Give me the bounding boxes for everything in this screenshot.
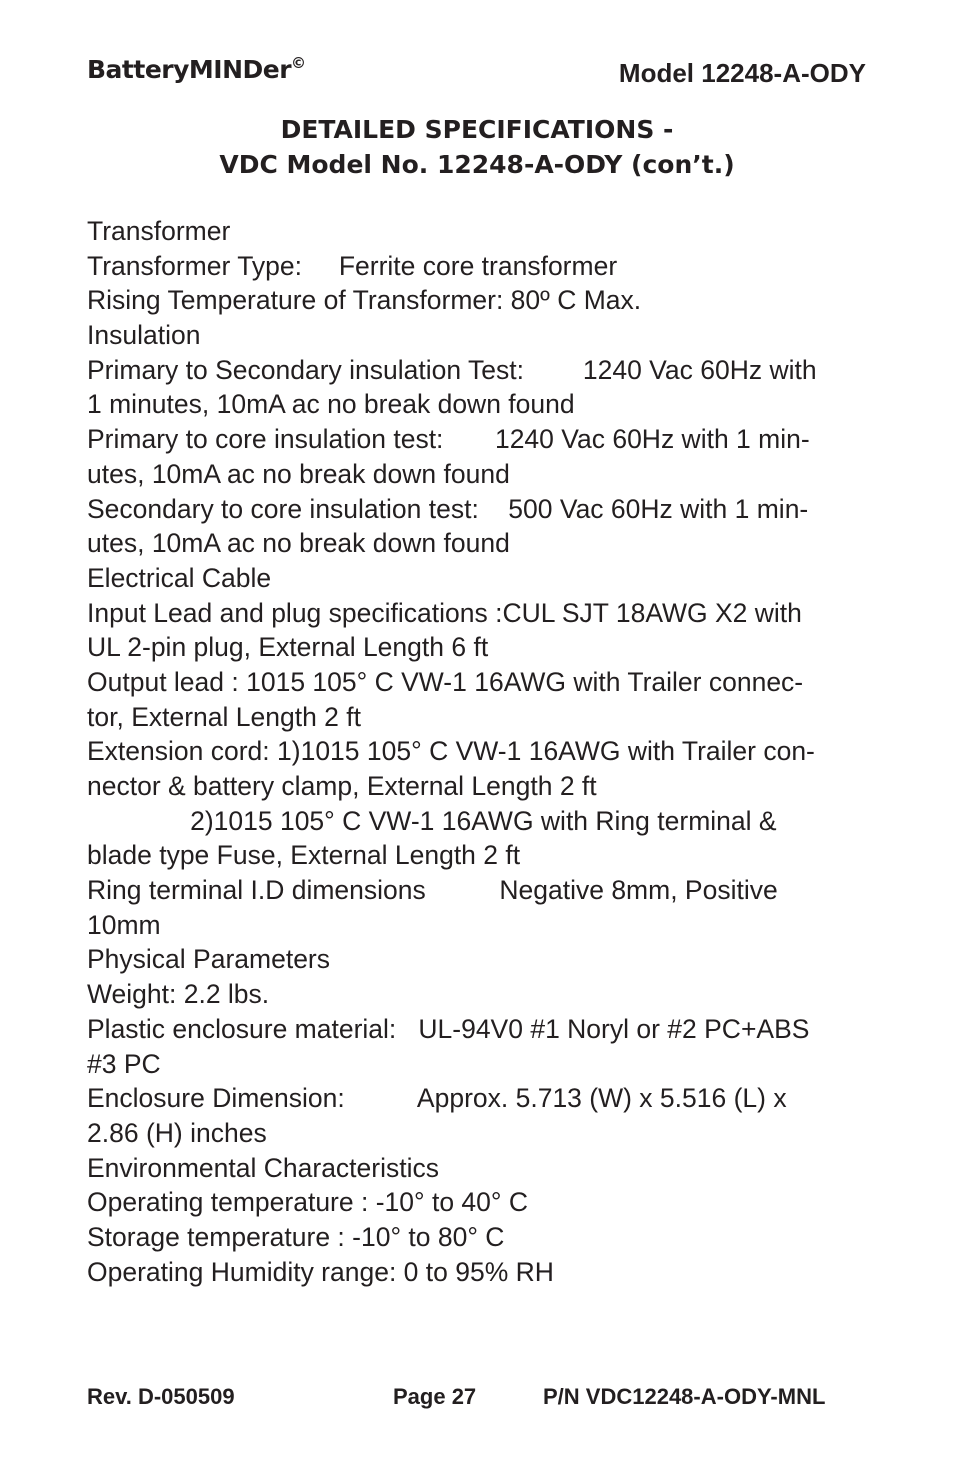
spec-line: Output lead : 1015 105° C VW-1 16AWG with Trailer connec-	[87, 666, 804, 697]
spec-line: Operating Humidity range: 0 to 95% RH	[87, 1256, 554, 1287]
spec-line: 10mm	[87, 909, 161, 940]
spec-line: Ring terminal I.D dimensions Negative 8mm, Positive	[87, 875, 778, 906]
spec-line: #3 PC	[87, 1048, 161, 1079]
spec-line: 2.86 (H) inches	[87, 1117, 267, 1148]
spec-line: Input Lead and plug specifications :CUL SJT 18AWG X2 with	[87, 597, 802, 628]
brand-logo	[87, 54, 306, 84]
title-line-1: DETAILED SPECIFICATIONS -	[280, 115, 674, 144]
spec-line: tor, External Length 2 ft	[87, 701, 362, 732]
footer-page-number: Page 27	[393, 1384, 477, 1409]
spec-line: Extension cord: 1)1015 105° C VW-1 16AWG with Trailer con-	[87, 736, 815, 767]
spec-line: Storage temperature : -10° to 80° C	[87, 1221, 505, 1252]
spec-line: Plastic enclosure material: UL-94V0 #1 Noryl or #2 PC+ABS	[87, 1013, 810, 1044]
spec-line: Insulation	[87, 320, 201, 351]
spec-line: Enclosure Dimension: Approx. 5.713 (W) x 5.516 (L) x	[87, 1083, 787, 1114]
spec-line: 1 minutes, 10mA ac no break down found	[87, 389, 575, 420]
spec-line: Rising Temperature of Transformer: 80º C Max.	[87, 285, 642, 316]
page-title	[0, 112, 954, 182]
spec-line: blade type Fuse, External Length 2 ft	[87, 840, 521, 871]
spec-line: Weight: 2.2 lbs.	[87, 979, 270, 1010]
spec-line: Secondary to core insulation test: 500 Vac 60Hz with 1 min-	[87, 493, 809, 524]
copyright-mark: ©	[291, 54, 306, 72]
spec-line: nector & battery clamp, External Length 2 ft	[87, 771, 597, 801]
spec-line: UL 2-pin plug, External Length 6 ft	[87, 632, 489, 663]
spec-line: utes, 10mA ac no break down found	[87, 458, 510, 489]
spec-line: Primary to core insulation test: 1240 Vac 60Hz with 1 min-	[87, 424, 810, 455]
spec-line: Transformer Type: Ferrite core transformer	[87, 250, 618, 281]
spec-line: 2)1015 105° C VW-1 16AWG with Ring terminal &	[87, 805, 777, 836]
model-number: Model 12248-A-ODY	[618, 58, 866, 88]
spec-line: Operating temperature : -10° to 40° C	[87, 1187, 529, 1218]
footer-revision: Rev. D-050509	[87, 1384, 235, 1409]
spec-line: Environmental Characteristics	[87, 1152, 439, 1183]
spec-line: Physical Parameters	[87, 944, 331, 975]
title-line-2: VDC Model No. 12248-A-ODY (con’t.)	[219, 150, 735, 179]
specifications-body	[87, 214, 877, 1289]
spec-line: Transformer	[87, 216, 231, 246]
footer-part-number: P/N VDC12248-A-ODY-MNL	[543, 1384, 826, 1409]
brand-name: BatteryMINDer	[87, 55, 292, 84]
spec-line: utes, 10mA ac no break down found	[87, 528, 510, 559]
spec-line: Electrical Cable	[87, 562, 272, 593]
spec-line: Primary to Secondary insulation Test: 1240 Vac 60Hz with	[87, 354, 817, 385]
